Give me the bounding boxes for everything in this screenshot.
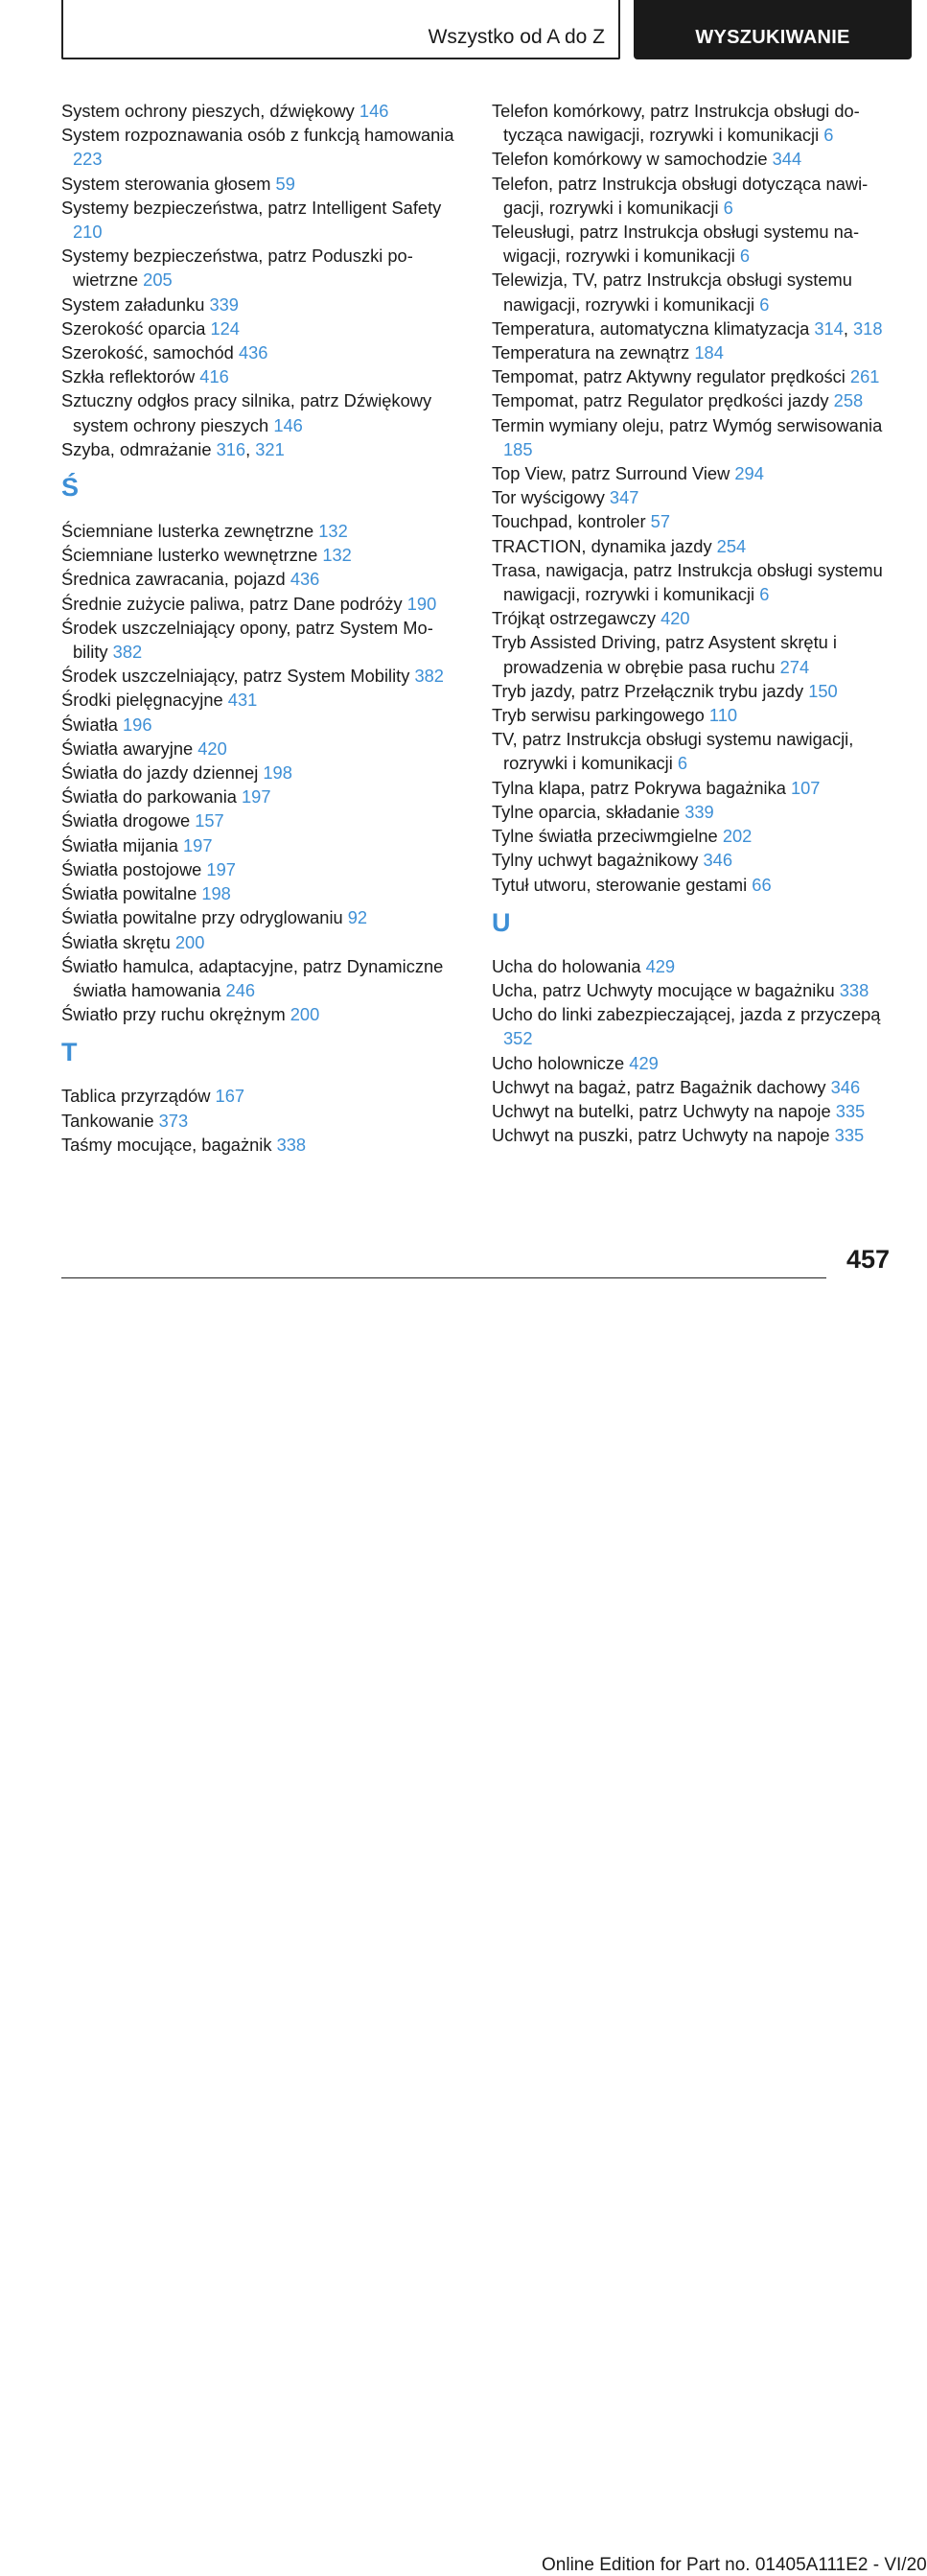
index-entry-term: Światła: [61, 714, 124, 735]
page-reference-link[interactable]: 6: [677, 753, 688, 774]
index-entry: [61, 543, 459, 567]
page-reference-link[interactable]: 335: [834, 1125, 865, 1146]
index-entry: [492, 509, 894, 533]
index-entry: [492, 873, 894, 897]
index-entry-term: Tylny uchwyt bagażnikowy: [492, 850, 704, 871]
index-entry-term: Telefon komórkowy w samochodzie: [492, 149, 773, 170]
page-reference-link[interactable]: 274: [779, 656, 810, 677]
page-reference-link[interactable]: 124: [210, 317, 240, 339]
page-reference-link[interactable]: 200: [290, 1004, 320, 1025]
index-entry: [61, 954, 459, 1002]
page-reference-link[interactable]: 382: [414, 666, 444, 687]
page-reference-link[interactable]: 420: [660, 608, 690, 629]
index-entry: [492, 268, 894, 316]
page-reference-link[interactable]: 254: [716, 535, 747, 556]
index-entry-term: Średnica zawracania, pojazd: [61, 569, 290, 590]
page-reference-link[interactable]: 150: [808, 680, 838, 701]
page-reference-link[interactable]: 416: [199, 366, 229, 387]
index-entry-term: Telefon komórkowy, patrz Instrukcja obsługi dotycząca nawigacji, rozrywki i komunikacji: [492, 101, 860, 146]
index-entry: [61, 592, 459, 616]
index-letter-heading: T: [61, 1038, 78, 1067]
index-entry: [492, 220, 894, 268]
page-reference-link[interactable]: 59: [275, 173, 295, 194]
page-reference-link[interactable]: 197: [206, 858, 236, 879]
footer-edition: Online Edition for Part no. 01405A111E2 - VI/20: [542, 2555, 927, 2575]
index-entry-term: System ochrony pieszych, dźwiękowy: [61, 101, 359, 121]
page-reference-link[interactable]: 223: [73, 149, 103, 170]
index-entry-term: Światła postojowe: [61, 858, 207, 879]
page-reference-link[interactable]: 200: [174, 931, 205, 952]
index-entry: [61, 1109, 459, 1133]
index-entry-term: Tytuł utworu, sterowanie gestami: [492, 874, 753, 895]
index-entry-term: Ucho do linki zabezpieczającej, jazda z przyczepą: [492, 1004, 881, 1025]
page-header: [0, 0, 920, 63]
index-entry: [61, 340, 459, 364]
index-entry: [61, 737, 459, 761]
index-entry: [492, 534, 894, 558]
page-reference-link[interactable]: 429: [645, 955, 676, 976]
index-entry-term: Telefon, patrz Instrukcja obsługi dotycząca nawigacji, rozrywki i komunikacji: [492, 173, 869, 218]
index-entry: [61, 808, 459, 832]
page-reference-link[interactable]: 6: [759, 293, 770, 315]
index-entry-term: Ściemniane lusterko wewnętrzne: [61, 545, 323, 566]
page-reference-link[interactable]: 314: [814, 317, 844, 339]
page-reference-link[interactable]: 157: [195, 810, 224, 831]
index-entry: [61, 664, 459, 688]
page-reference-link[interactable]: 338: [839, 979, 869, 1000]
index-letter-heading: Ś: [61, 473, 80, 503]
index-entry: [61, 519, 459, 543]
page-reference-link[interactable]: 347: [609, 487, 639, 508]
index-entry: [61, 99, 459, 123]
page-reference-link[interactable]: 132: [318, 521, 348, 542]
page-reference-link[interactable]: 6: [759, 584, 770, 605]
index-entry: [61, 881, 459, 905]
page-reference-link[interactable]: 258: [833, 390, 864, 411]
index-entry: [492, 172, 894, 220]
index-entry-term: Szkła reflektorów: [61, 366, 200, 387]
index-entry-term: Trójkąt ostrzegawczy: [492, 608, 661, 629]
index-entry: [61, 196, 459, 244]
index-entry-term: Systemy bezpieczeństwa, patrz Poduszki powietrzne: [61, 246, 413, 291]
page-reference-link[interactable]: 202: [722, 826, 753, 847]
index-entry: [61, 761, 459, 785]
index-entry-term: Światła do jazdy dziennej: [61, 762, 264, 784]
page-reference-link[interactable]: 318: [853, 317, 883, 339]
index-entry-term: System załadunku: [61, 293, 210, 315]
index-entry-term: Tempomat, patrz Regulator prędkości jazdy: [492, 390, 834, 411]
page-reference-link[interactable]: 146: [359, 101, 389, 121]
page-reference-link[interactable]: 346: [830, 1076, 861, 1097]
search-tab[interactable]: [634, 0, 912, 59]
index-entry: [492, 727, 894, 775]
index-entry: [492, 630, 894, 678]
index-entry-term: Środek uszczelniający, patrz System Mobility: [61, 666, 415, 687]
page-reference-link[interactable]: 197: [183, 834, 213, 855]
page-reference-link[interactable]: 107: [790, 777, 821, 798]
index-entry: [61, 1002, 459, 1026]
index-entry-term: Światło przy ruchu okrężnym: [61, 1004, 290, 1025]
index-entry: [492, 776, 894, 800]
page-reference-link[interactable]: 382: [112, 642, 143, 663]
index-entry: [492, 1075, 894, 1099]
footer: [0, 1276, 927, 2575]
index-entry-term: Temperatura na zewnątrz: [492, 342, 695, 363]
index-entry-term: Środki pielęgnacyjne: [61, 690, 228, 711]
page-reference-link[interactable]: 246: [225, 979, 256, 1000]
page-reference-link[interactable]: 146: [273, 414, 303, 435]
index-entry: [61, 833, 459, 857]
page-reference-link[interactable]: 321: [255, 438, 285, 459]
index-entry-term: Uchwyt na puszki, patrz Uchwyty na napoje: [492, 1125, 835, 1146]
index-entry: [492, 316, 894, 340]
index-entry: [61, 244, 459, 292]
index-entry: [492, 1099, 894, 1123]
page-reference-link[interactable]: 92: [347, 907, 368, 928]
index-entry-term: Światła skrętu: [61, 931, 175, 952]
page-reference-link[interactable]: 132: [322, 545, 352, 566]
page-reference-link[interactable]: 6: [723, 197, 733, 218]
index-entry-term: Temperatura, automatyczna klimatyzacja: [492, 317, 815, 339]
index-entry-term: Tylne oparcia, składanie: [492, 801, 685, 822]
index-entry: [492, 558, 894, 606]
index-entry-term: System rozpoznawania osób z funkcją hamowania: [61, 125, 454, 146]
index-entry-term: Światła awaryjne: [61, 738, 198, 759]
index-entry-term: TV, patrz Instrukcja obsługi systemu nawigacji, rozrywki i komunikacji: [492, 729, 854, 774]
page-reference-link[interactable]: 338: [276, 1134, 307, 1155]
page-reference-link[interactable]: 352: [503, 1028, 533, 1049]
index-entry: [492, 364, 894, 388]
index-entry-term: Tor wyścigowy: [492, 487, 610, 508]
page-reference-link[interactable]: 57: [650, 511, 670, 532]
index-entry: [492, 388, 894, 412]
index-entry: [61, 1084, 459, 1108]
page-reference-link[interactable]: 6: [739, 246, 751, 267]
search-tab-label: WYSZUKIWANIE: [695, 27, 850, 48]
index-entry-term: Ucho holownicze: [492, 1052, 630, 1073]
page-reference-link[interactable]: 197: [242, 786, 271, 808]
index-entry: [492, 824, 894, 848]
page-reference-link[interactable]: 436: [290, 569, 320, 590]
index-entry-term: System sterowania głosem: [61, 173, 276, 194]
page-reference-link[interactable]: 420: [197, 738, 227, 759]
index-entry-term: Światła mijania: [61, 834, 184, 855]
page-number: 457: [846, 1245, 890, 1274]
index-entry: [61, 713, 459, 737]
index-entry-term: Światła drogowe: [61, 810, 196, 831]
index-entry-term: Top View, patrz Surround View: [492, 463, 735, 484]
page-reference-link[interactable]: 66: [752, 874, 772, 895]
index-letter-heading: U: [492, 907, 511, 937]
page-reference-link[interactable]: 210: [73, 222, 103, 243]
page-reference-link[interactable]: 6: [823, 125, 834, 146]
index-entry-term: Uchwyt na bagaż, patrz Bagażnik dachowy: [492, 1076, 831, 1097]
index-entry-term: Ściemniane lusterka zewnętrzne: [61, 521, 319, 542]
page-reference-link[interactable]: 110: [708, 705, 738, 726]
index-entry-term: Teleusługi, patrz Instrukcja obsługi systemu nawigacji, rozrywki i komunikacji: [492, 222, 860, 267]
page-separator: ,: [843, 317, 853, 339]
index-entry-term: Tryb jazdy, patrz Przełącznik trybu jazdy: [492, 680, 809, 701]
index-entry: [492, 679, 894, 703]
index-entry: [492, 978, 894, 1002]
index-entry: [492, 954, 894, 978]
index-entry: [492, 703, 894, 727]
index-entry: [492, 606, 894, 630]
index-entry-term: Ucha do holowania: [492, 955, 646, 976]
index-entry: [61, 616, 459, 664]
index-entry-term: Tryb serwisu parkingowego: [492, 705, 709, 726]
index-entry-term: Światło hamulca, adaptacyjne, patrz Dynamiczne światła hamowania: [61, 955, 444, 1000]
page-reference-link[interactable]: 167: [215, 1086, 245, 1107]
page-reference-link[interactable]: 190: [406, 593, 437, 614]
page-reference-link[interactable]: 184: [694, 342, 724, 363]
index-entry-term: Szerokość, samochód: [61, 342, 239, 363]
page-reference-link[interactable]: 196: [123, 714, 152, 735]
index-entry-term: Światła powitalne: [61, 883, 202, 904]
index-entry-term: Szyba, odmrażanie: [61, 438, 217, 459]
index-entry-term: Trasa, nawigacja, patrz Instrukcja obsługi systemu nawigacji, rozrywki i komunikacji: [492, 559, 883, 605]
index-entry: [61, 123, 459, 171]
page-reference-link[interactable]: 431: [227, 690, 258, 711]
index-entry: [492, 1002, 894, 1050]
index-entry: [61, 388, 459, 436]
page-reference-link[interactable]: 294: [734, 463, 764, 484]
index-entry: [61, 688, 459, 712]
section-tab-label: Wszystko od A do Z: [428, 26, 605, 48]
index-entry: [61, 905, 459, 929]
index-entry-term: Tablica przyrządów: [61, 1086, 216, 1107]
index-entry: [492, 461, 894, 485]
index-entry: [61, 785, 459, 808]
page-reference-link[interactable]: 261: [849, 366, 880, 387]
index-entry-term: Sztuczny odgłos pracy silnika, patrz Dźwiękowy system ochrony pieszych: [61, 390, 432, 435]
index-entry: [492, 1123, 894, 1147]
index-entry: [492, 485, 894, 509]
index-column-left: [61, 99, 459, 1157]
index-entry-term: Tryb Assisted Driving, patrz Asystent skrętu i prowadzenia w obrębie pasa ruchu: [492, 632, 837, 677]
index-entry-term: Tankowanie: [61, 1110, 159, 1131]
page-reference-link[interactable]: 198: [263, 762, 292, 784]
page-reference-link[interactable]: 429: [629, 1052, 659, 1073]
index-entry: [492, 800, 894, 824]
index-entry: [61, 1133, 459, 1157]
page-reference-link[interactable]: 185: [503, 438, 533, 459]
index-entry-term: Tempomat, patrz Aktywny regulator prędkości: [492, 366, 850, 387]
index-entry: [61, 172, 459, 196]
index-entry: [492, 413, 894, 461]
index-entry-term: Uchwyt na butelki, patrz Uchwyty na napoje: [492, 1100, 836, 1121]
index-entry: [61, 567, 459, 591]
section-tab[interactable]: [61, 0, 620, 59]
index-entry: [61, 293, 459, 316]
index-entry: [492, 147, 894, 171]
page-reference-link[interactable]: 316: [216, 438, 246, 459]
index-entry: [492, 848, 894, 872]
index-entry: [61, 930, 459, 954]
index-column-right: [492, 99, 894, 1147]
index-entry: [61, 316, 459, 340]
index-entry: [61, 437, 459, 461]
index-entry: [492, 1051, 894, 1075]
index-entry-term: Średnie zużycie paliwa, patrz Dane podróży: [61, 593, 407, 614]
index-entry: [61, 857, 459, 881]
page-reference-link[interactable]: 436: [238, 342, 268, 363]
index-entry-term: TRACTION, dynamika jazdy: [492, 535, 717, 556]
index-entry-term: Tylna klapa, patrz Pokrywa bagażnika: [492, 777, 791, 798]
index-entry-term: Szerokość oparcia: [61, 317, 211, 339]
index-entry-term: Tylne światła przeciwmgielne: [492, 826, 723, 847]
page-reference-link[interactable]: 373: [158, 1110, 189, 1131]
page-reference-link[interactable]: 346: [703, 850, 733, 871]
index-entry-term: Ucha, patrz Uchwyty mocujące w bagażniku: [492, 979, 840, 1000]
index-entry-term: Systemy bezpieczeństwa, patrz Intelligent Safety: [61, 197, 442, 218]
page-reference-link[interactable]: 335: [835, 1100, 866, 1121]
page-reference-link[interactable]: 205: [143, 269, 173, 291]
page-reference-link[interactable]: 339: [209, 293, 239, 315]
index-entry: [492, 99, 894, 147]
page-separator: ,: [245, 438, 256, 459]
page-reference-link[interactable]: 344: [772, 149, 802, 170]
index-entry-term: Taśmy mocujące, bagażnik: [61, 1134, 277, 1155]
index-entry: [61, 364, 459, 388]
index-entry-term: Touchpad, kontroler: [492, 511, 651, 532]
page-reference-link[interactable]: 339: [684, 801, 714, 822]
index-entry: [492, 340, 894, 364]
index-entry-term: Termin wymiany oleju, patrz Wymóg serwisowania: [492, 414, 883, 435]
index-entry-term: Telewizja, TV, patrz Instrukcja obsługi systemu nawigacji, rozrywki i komunikacji: [492, 269, 852, 315]
index-entry-term: Światła powitalne przy odryglowaniu: [61, 907, 348, 928]
index-entry-term: Środek uszczelniający opony, patrz System Mobility: [61, 617, 433, 663]
index-entry-term: Światła do parkowania: [61, 786, 242, 808]
page-reference-link[interactable]: 198: [201, 883, 231, 904]
